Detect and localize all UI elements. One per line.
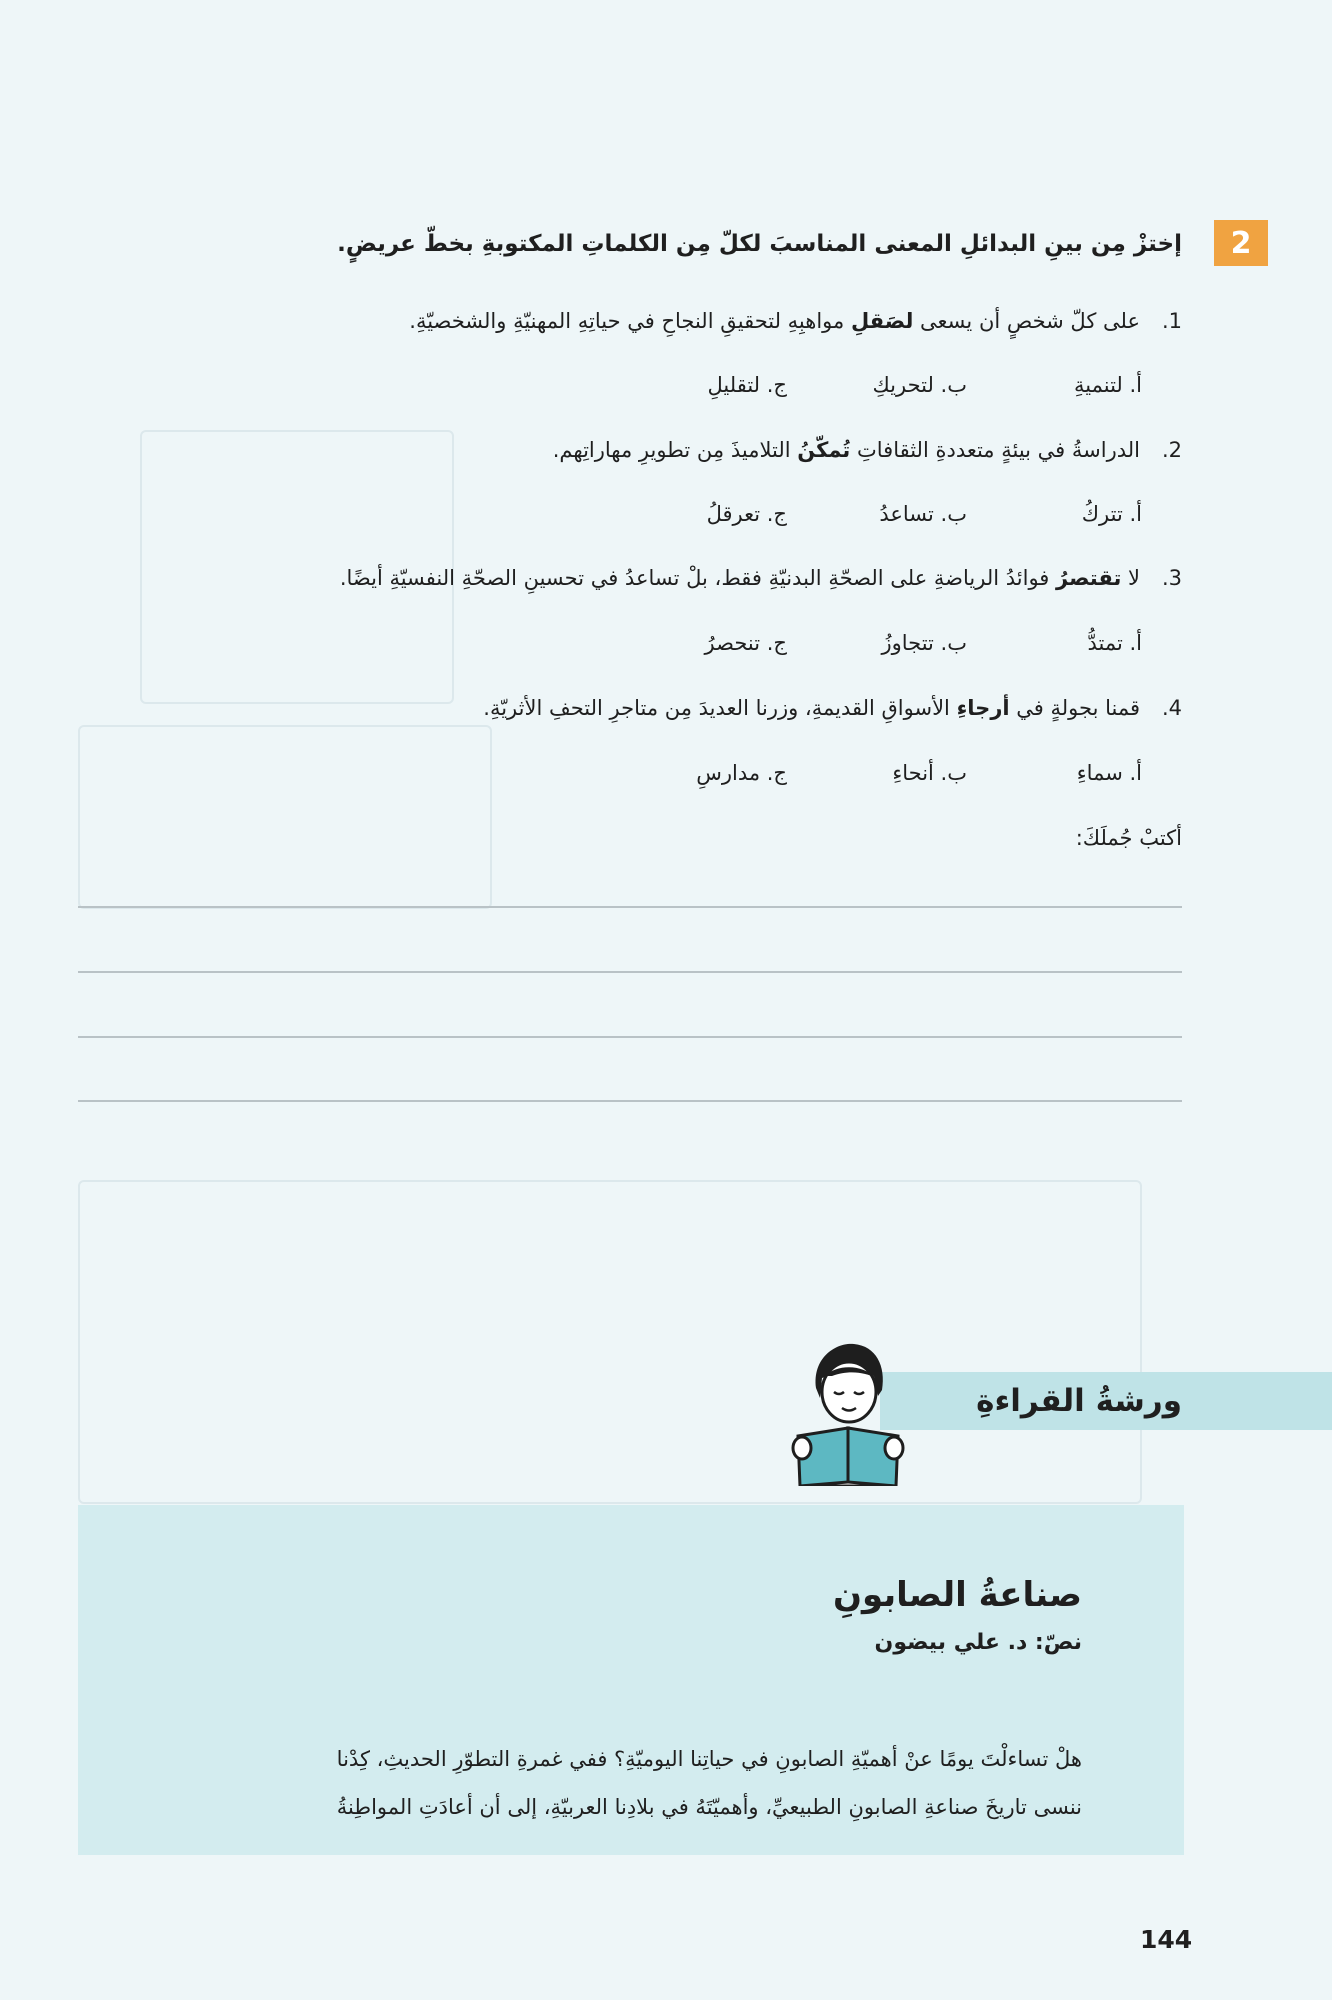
option-b[interactable]: ب. تتجاوزُ <box>881 631 967 655</box>
option-a[interactable]: أ. لتنميةِ <box>1074 373 1142 397</box>
question-keyword: لصَقلِ <box>850 309 914 333</box>
reading-child-icon <box>788 1336 908 1486</box>
question-1 <box>102 303 1182 339</box>
paragraph-line-2: ننسى تاريخَ صناعةِ الصابونِ الطبيعيِّ، وأهميّتَهُ في بلادِنا العربيّةِ، إلى أن أعادَتِ المواطِنةُ <box>336 1795 1082 1819</box>
question-number: 4. <box>1161 696 1182 720</box>
question-text-before: على كلّ شخصٍ أن يسعى <box>913 309 1140 333</box>
question-text-before: لا <box>1121 566 1140 590</box>
question-keyword: تُمكّنُ <box>797 438 851 462</box>
option-b[interactable]: ب. تساعدُ <box>879 502 967 526</box>
options-3 <box>542 625 1142 661</box>
question-number: 2. <box>1161 438 1182 462</box>
option-b[interactable]: ب. أنحاءِ <box>892 761 967 785</box>
question-number: 1. <box>1161 309 1182 333</box>
question-keyword: أرجاءِ <box>956 696 1010 720</box>
question-text-after: فوائدُ الرياضةِ على الصحّةِ البدنيّةِ فقط، بلْ تساعدُ في تحسينِ الصحّةِ النفسيّةِ أيضًا. <box>339 566 1057 590</box>
paragraph-line-1: هلْ تساءلْتَ يومًا عنْ أهميّةِ الصابونِ في حياتِنا اليوميّةِ؟ ففي غمرةِ التطوّرِ الحديثِ، كِدْنا <box>336 1747 1082 1771</box>
question-text-after: مواهبِهِ لتحقيقِ النجاحِ في حياتِهِ المهنيّةِ والشخصيّةِ. <box>409 309 851 333</box>
option-c[interactable]: ج. مدارسِ <box>696 761 787 785</box>
options-2 <box>542 496 1142 532</box>
question-text-before: قمنا بجولةٍ في <box>1009 696 1140 720</box>
section-title: ورشةُ القراءةِ <box>976 1383 1182 1419</box>
option-c[interactable]: ج. تعرقلُ <box>706 502 787 526</box>
reading-paragraph <box>182 1735 1082 1831</box>
question-number: 3. <box>1161 566 1182 590</box>
bleed-through-frame-2 <box>78 725 492 909</box>
exercise-number-badge: 2 <box>1214 220 1268 266</box>
page-number: 144 <box>1140 1925 1193 1954</box>
option-c[interactable]: ج. تنحصرُ <box>704 631 787 655</box>
options-1 <box>542 367 1142 403</box>
option-a[interactable]: أ. تمتدُّ <box>1087 631 1142 655</box>
answer-line-3[interactable] <box>78 1036 1182 1038</box>
question-text-after: التلاميذَ مِن تطويرِ مهاراتِهم. <box>552 438 798 462</box>
reading-text-title: صناعةُ الصابونِ <box>833 1575 1082 1615</box>
answer-line-2[interactable] <box>78 971 1182 973</box>
question-2 <box>102 432 1182 468</box>
option-c[interactable]: ج. لتقليلِ <box>707 373 787 397</box>
question-text-after: الأسواقِ القديمةِ، وزرنا العديدَ مِن متاجرِ التحفِ الأثريّةِ. <box>483 696 957 720</box>
options-4 <box>542 755 1142 791</box>
option-b[interactable]: ب. لتحريكِ <box>872 373 967 397</box>
answer-line-4[interactable] <box>78 1100 1182 1102</box>
reading-text-author: نصّ: د. علي بيضون <box>874 1630 1082 1655</box>
exercise-instruction: إختزْ مِن بينِ البدائلِ المعنى المناسبَ لكلّ مِن الكلماتِ المكتوبةِ بخطّ عريضٍ. <box>337 231 1182 257</box>
option-a[interactable]: أ. تتركُ <box>1081 502 1142 526</box>
question-keyword: تقتصرُ <box>1056 566 1122 590</box>
write-sentences-prompt: أكتبْ جُملَكَ: <box>1075 826 1182 850</box>
bleed-through-frame-3 <box>78 1180 1142 1504</box>
answer-line-1[interactable] <box>78 906 1182 908</box>
question-3 <box>102 560 1182 596</box>
option-a[interactable]: أ. سماءِ <box>1076 761 1142 785</box>
question-4 <box>102 690 1182 726</box>
question-text-before: الدراسةُ في بيئةٍ متعددةِ الثقافاتِ <box>850 438 1140 462</box>
